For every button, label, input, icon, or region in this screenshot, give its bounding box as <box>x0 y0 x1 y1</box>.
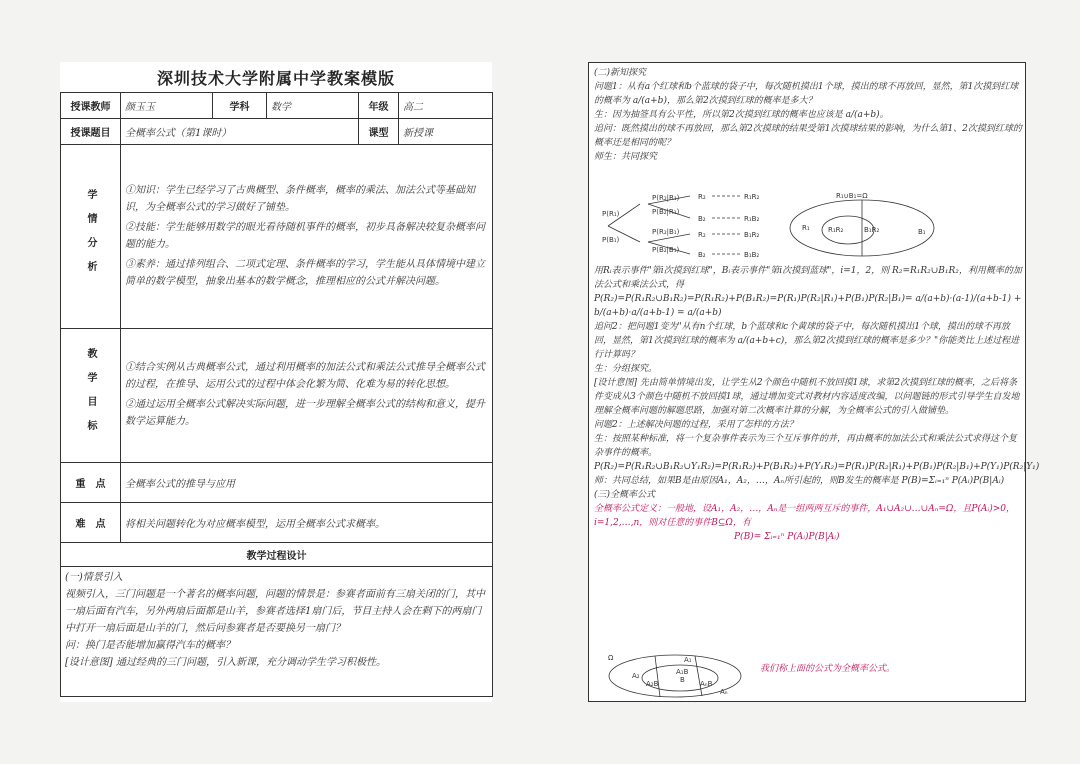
learning-p1: ①知识：学生已经学习了古典概型、条件概率，概率的乘法、加法公式等基础知识，为全概率公式的学习做好了铺垫。 <box>125 184 475 213</box>
question2: 追问：既然摸出的球不再放回，那么第2次摸球的结果受第1次摸球结果的影响，为什么第1、2次摸到红球的概率还是相同的呢？ <box>594 124 1022 148</box>
subject-label: 学科 <box>213 93 267 119</box>
venn2-anb-label: AₙB <box>700 680 713 688</box>
tree-label-pr2r1: P(R₂|R₁) <box>652 194 680 202</box>
right-derivation <box>594 264 1040 544</box>
venn-b1r2-label: B₁R₂ <box>864 226 880 234</box>
learning-label: 学情分析 <box>61 145 121 329</box>
key-point-value: 全概率公式的推导与应用 <box>121 463 493 503</box>
tree-label-pb2r1: P(B₂|R₁) <box>652 208 680 216</box>
learning-p3: ③素养：通过排列组合、二项式定理、条件概率的学习，学生能从具体情境中建立简单的数学模型，抽象出基本的数学概念，推理相应的公式并解决问题。 <box>125 258 485 287</box>
answer3: 生：分组探究。 <box>594 364 658 374</box>
venn2-a2-label: A₂ <box>632 672 640 680</box>
section1-title: (一)情景引入 <box>65 572 123 583</box>
venn-diagram-partition <box>600 650 750 700</box>
type-value: 新授课 <box>399 119 493 145</box>
tree-node-r2b: R₂ <box>698 231 706 239</box>
right-section2 <box>594 66 1022 164</box>
type-label: 课型 <box>359 119 399 145</box>
teacher-note1: 师生：共同探究 <box>594 152 658 162</box>
formula-note: 我们称上面的公式为全概率公式。 <box>760 664 896 674</box>
topic-label: 授课题目 <box>61 119 121 145</box>
tree-node-b2a: B₂ <box>698 215 706 223</box>
difficulty-value: 将相关问题转化为对应概率模型，运用全概率公式求概率。 <box>121 503 493 543</box>
section1-text: 视频引入，三门问题是一个著名的概率问题，问题的情景是：参赛者面前有三扇关闭的门，其中一扇后面有汽车，另外两扇后面都是山羊，参赛者选择1扇门后，节目主持人会在剩下的两扇门中打开一扇后面是山羊的门，然后问参赛者是否要换另一扇门？ <box>65 589 485 634</box>
formula3: P(B)= Σᵢ₌₁ⁿ P(Aᵢ)P(B|Aᵢ) <box>734 532 840 542</box>
venn2-a1b-label: A₁B <box>676 668 689 676</box>
difficulty-label: 难 点 <box>61 503 121 543</box>
grade-label: 年级 <box>359 93 399 119</box>
tree-and-venn-diagram <box>600 190 1020 262</box>
venn2-omega-label: Ω <box>608 654 614 662</box>
process-content <box>61 567 493 697</box>
objectives-content <box>121 329 493 463</box>
question3: 追问2：把问题1变为"从有n个红球，b个蓝球和c个黄球的袋子中，每次随机摸出1个球，摸出的球不再放回，显然，第1次摸到红球的概率为 a/(a+b+c)，那么第2次摸到红球的概率是多少？"你能类比上述过程进行计算吗？ <box>594 322 1020 360</box>
document-title: 深圳技术大学附属中学教案模版 <box>156 69 395 88</box>
teacher-note2: 师：共同总结，如果B是由原因A₁，A₂，…，Aₙ所引起的，则B发生的概率是 P(B)=Σᵢ₌₁ⁿ P(Aᵢ)P(B|Aᵢ) <box>594 476 1005 486</box>
grade-value: 高二 <box>399 93 493 119</box>
venn2-an-label: Aₙ <box>720 688 728 696</box>
topic-value: 全概率公式（第1课时） <box>121 119 359 145</box>
tree-outcome-r1r2: R₁R₂ <box>744 193 760 201</box>
section1-design-intent: [设计意图] 通过经典的三门问题，引入新课，充分调动学生学习积极性。 <box>65 657 386 668</box>
design-intent2: [设计意图] 先由简单情境出发，让学生从2个颜色中随机不放回摸1球，求第2次摸到红球的概率，之后将条件变成从3个颜色中随机不放回摸1球，通过增加变式对教材内容适度改编，以问题链的形式引导学生自发地理解全概率问题的解题思路，加强对第二次概率计算的分解，为全概率公式的引入做铺垫。 <box>594 378 1020 416</box>
teacher-label: 授课教师 <box>61 93 121 119</box>
tree-node-b2b: B₂ <box>698 251 706 259</box>
section1-question: 问：换门是否能增加赢得汽车的概率？ <box>65 640 235 651</box>
teacher-value: 颜玉玉 <box>121 93 213 119</box>
definition: 全概率公式定义：一般地，设A₁，A₂，…，Aₙ是一组两两互斥的事件，A₁∪A₂∪…∪Aₙ=Ω，且P(Aᵢ)>0，i=1,2,…,n，则对任意的事件B⊆Ω，有 <box>594 504 1016 528</box>
question4: 问题2：上述解决问题的过程，采用了怎样的方法？ <box>594 420 798 430</box>
lesson-plan-table <box>60 92 493 697</box>
objectives-p2: ②通过运用全概率公式解决实际问题，进一步理解全概率公式的结构和意义，提升数学运算能力。 <box>125 399 485 427</box>
subject-value: 数学 <box>267 93 359 119</box>
tree-outcome-r1b2: R₁B₂ <box>744 215 760 223</box>
objectives-label: 教学目标 <box>61 329 121 463</box>
venn-r1-label: R₁ <box>802 224 810 232</box>
tree-label-pr1: P(R₁) <box>602 210 620 218</box>
formula2: P(R₂)=P(R₁R₂∪B₁R₂∪Y₁R₂)=P(R₁R₂)+P(B₁R₂)+P(Y₁R₂)=P(R₁)P(R₂|R₁)+P(B₁)P(R₂|B₁)+P(Y₁)P(R₂|Y₁) <box>594 462 1040 472</box>
process-header: 教学过程设计 <box>61 543 493 567</box>
events-text: 用Rᵢ表示事件"第i次摸到红球"，Bᵢ表示事件"第i次摸到蓝球"，i=1，2，则 R₂=R₁R₂∪B₁R₂，利用概率的加法公式和乘法公式，得 <box>594 266 1022 290</box>
venn2-b-label: B <box>680 676 685 684</box>
tree-outcome-b1b2: B₁B₂ <box>744 251 760 259</box>
venn2-a1-label: A₁ <box>684 656 692 664</box>
tree-label-pb2b1: P(B₂|B₁) <box>652 246 680 254</box>
tree-node-r2a: R₂ <box>698 193 706 201</box>
tree-label-pb1: P(B₁) <box>602 236 620 244</box>
key-point-label: 重 点 <box>61 463 121 503</box>
section3-title: (三)全概率公式 <box>594 490 656 500</box>
section2-title: (二)新知探究 <box>594 68 647 78</box>
venn2-a2b-label: A₂B <box>646 680 659 688</box>
venn-omega-label: R₁∪B₁=Ω <box>836 192 868 200</box>
learning-content <box>121 145 493 329</box>
learning-p2: ②技能：学生能够用数学的眼光看待随机事件的概率，初步具备解决较复杂概率问题的能力。 <box>125 221 485 250</box>
answer1: 生：因为抽签具有公平性，所以第2次摸到红球的概率也应该是 a/(a+b)。 <box>594 110 889 120</box>
tree-outcome-b1r2: B₁R₂ <box>744 231 760 239</box>
tree-label-pr2b1: P(R₂|B₁) <box>652 228 680 236</box>
answer4: 生：按照某种标准，将一个复杂事件表示为三个互斥事件的并，再由概率的加法公式和乘法公式求得这个复杂事件的概率。 <box>594 434 1018 458</box>
objectives-p1: ①结合实例从古典概率公式，通过利用概率的加法公式和乘法公式推导全概率公式的过程，在推导、运用公式的过程中体会化繁为简、化难为易的转化思想。 <box>125 362 485 390</box>
venn-r1r2-label: R₁R₂ <box>828 226 844 234</box>
question1: 问题1：从有a个红球和b个蓝球的袋子中，每次随机摸出1个球，摸出的球不再放回，显然，第1次摸到红球的概率为 a/(a+b)，那么第2次摸到红球的概率是多大？ <box>594 82 1019 106</box>
venn-b1-label: B₁ <box>918 228 926 236</box>
formula1: P(R₂)=P(R₁R₂∪B₁R₂)=P(R₁R₂)+P(B₁R₂)=P(R₁)P(R₂|R₁)+P(B₁)P(R₂|B₁)= a/(a+b)·(a-1)/(a+b-1) + b/(a+b)·a/(a+b-1) = a/(a+b) <box>594 294 1022 318</box>
